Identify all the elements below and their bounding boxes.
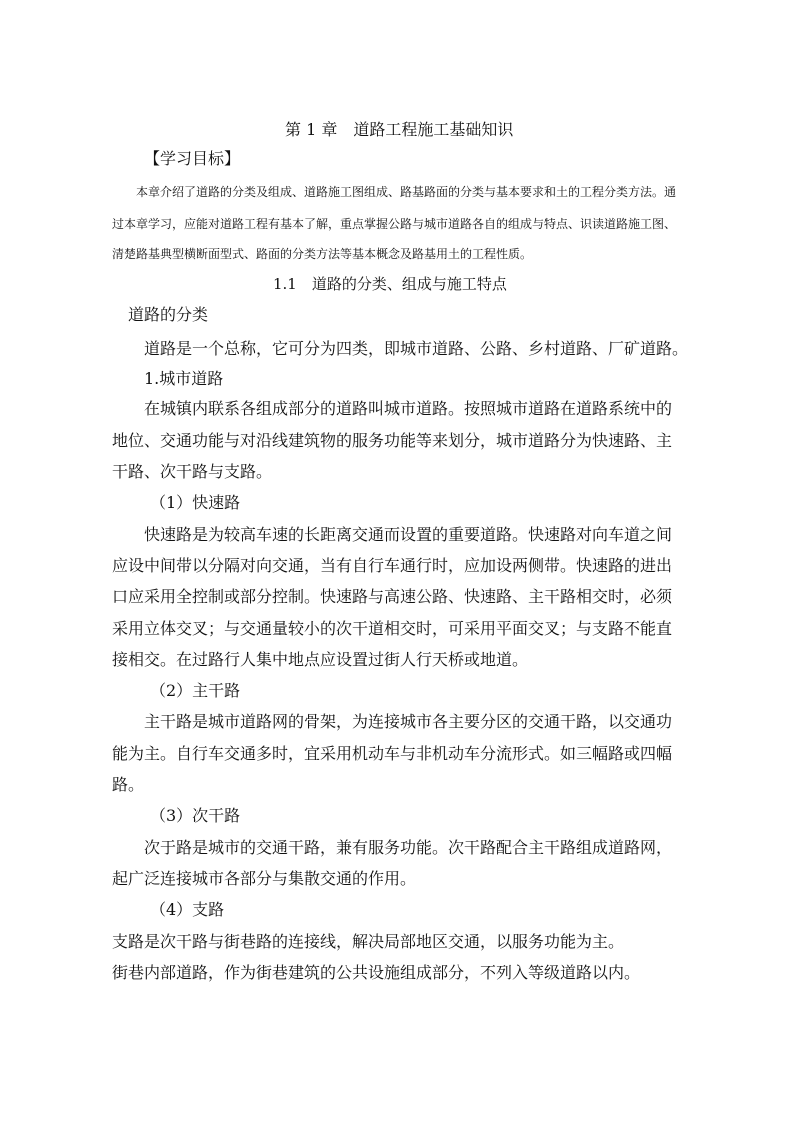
section-title: 1.1 道路的分类、组成与施工特点 [273,275,507,293]
expressway-line: 接相交。在过路行人集中地点应设置过街人行天桥或地道。 [112,650,529,669]
arterial-heading: （2）主干路 [150,681,241,700]
urban-road-line: 干路、次干路与支路。 [112,462,273,481]
arterial-line: 路。 [112,775,145,794]
arterial-line: 能为主。自行车交通多时，宜采用机动车与非机动车分流形式。如三幅路或四幅 [112,744,673,763]
expressway-line: 采用立体交叉；与交通量较小的次干道相交时，可采用平面交叉；与支路不能直 [112,619,673,638]
secondary-line: 起广泛连接城市各部分与集散交通的作用。 [112,869,417,888]
urban-road-line: 地位、交通功能与对沿线建筑物的服务功能等来划分，城市道路分为快速路、主 [112,431,673,450]
secondary-heading: （3）次干路 [150,806,241,825]
objectives-line: 过本章学习，应能对道路工程有基本了解，重点掌握公路与城市道路各自的组成与特点、识读道路施工图、 [112,217,677,231]
arterial-line: 主干路是城市道路网的骨架，为连接城市各主要分区的交通干路，以交通功 [144,712,673,731]
subsection-title: 道路的分类 [128,305,209,324]
expressway-line: 口应采用全控制或部分控制。快速路与高速公路、快速路、主干路相交时，必须 [112,587,673,606]
expressway-line: 快速路是为较高车速的长距离交通而设置的重要道路。快速路对向车道之间 [144,525,673,544]
urban-road-line: 在城镇内联系各组成部分的道路叫城市道路。按照城市道路在道路系统中的 [144,399,673,418]
intro-paragraph: 道路是一个总称，它可分为四类，即城市道路、公路、乡村道路、厂矿道路。 [144,339,689,358]
urban-road-heading: 1.城市道路 [144,369,224,388]
objectives-line: 本章介绍了道路的分类及组成、道路施工图组成、路基路面的分类与基本要求和土的工程分类方法。通 [136,185,677,199]
objectives-heading: 【学习目标】 [144,149,241,168]
secondary-line: 次于路是城市的交通干路，兼有服务功能。次干路配合主干路组成道路网， [144,838,673,857]
objectives-line: 清楚路基典型横断面型式、路面的分类方法等基本概念及路基用土的工程性质。 [112,247,533,261]
branch-line: 街巷内部道路，作为街巷建筑的公共设施组成部分，不列入等级道路以内。 [112,963,641,982]
expressway-heading: （1）快速路 [150,493,241,512]
branch-line: 支路是次干路与街巷路的连接线，解决局部地区交通，以服务功能为主。 [112,932,625,951]
branch-heading: （4）支路 [150,900,225,919]
chapter-title: 第 1 章 道路工程施工基础知识 [285,120,514,139]
expressway-line: 应设中间带以分隔对向交通，当有自行车通行时，应加设两侧带。快速路的进出 [112,556,673,575]
